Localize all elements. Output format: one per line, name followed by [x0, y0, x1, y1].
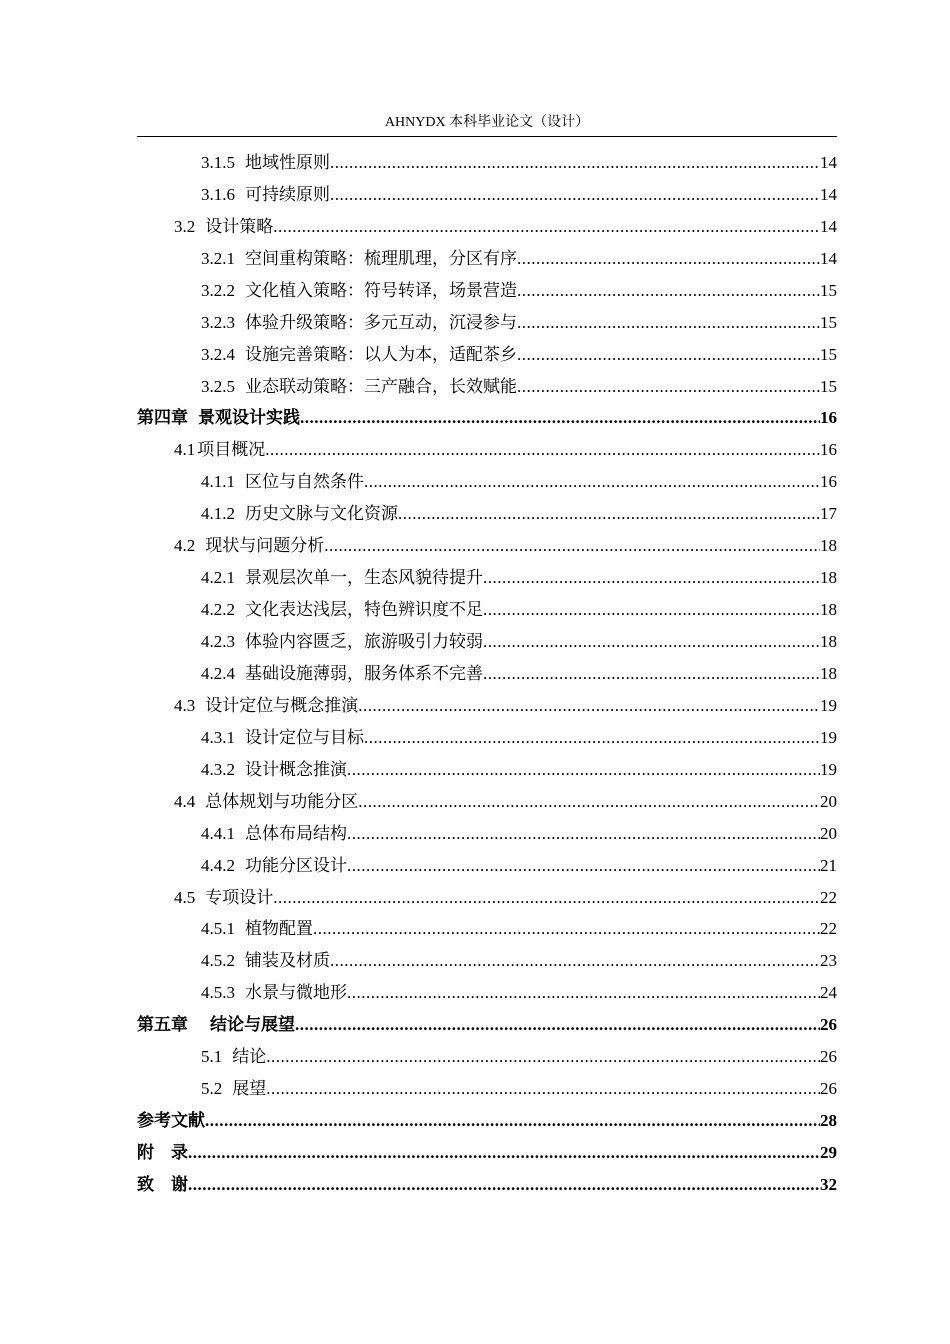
- dot-leader: [398, 503, 820, 525]
- dot-leader: [517, 312, 820, 334]
- toc-page-number: 19: [820, 759, 837, 779]
- toc-entry-number: 4.2.1: [201, 568, 235, 588]
- toc-page-number: 22: [820, 887, 837, 907]
- toc-entry[interactable]: [137, 845, 837, 877]
- toc-entry-label: 现状与问题分析: [205, 536, 325, 556]
- table-of-contents: [137, 142, 837, 1196]
- toc-entry-label: 总体规划与功能分区: [205, 791, 359, 811]
- toc-page-number: 15: [820, 280, 837, 300]
- toc-entry-label: 项目概况: [197, 440, 266, 460]
- dot-leader: [273, 216, 820, 238]
- dot-leader: [347, 823, 820, 845]
- toc-entry-title: [174, 535, 324, 557]
- toc-entry-number: 4.5.1: [201, 919, 235, 939]
- dot-leader: [358, 695, 820, 717]
- toc-entry-title: [201, 152, 330, 174]
- toc-page-number: 23: [820, 951, 837, 971]
- toc-page-number: 21: [820, 855, 837, 875]
- toc-entry-title: [201, 471, 364, 493]
- toc-page-number: 18: [820, 663, 837, 683]
- toc-entry[interactable]: [137, 1132, 837, 1164]
- toc-page-number: 17: [820, 504, 837, 524]
- dot-leader: [330, 950, 820, 972]
- toc-entry-number: 4.5.2: [201, 951, 235, 971]
- toc-entry[interactable]: [137, 302, 837, 334]
- toc-entry[interactable]: [137, 972, 837, 1004]
- toc-entry-number: 4.5.3: [201, 983, 235, 1003]
- toc-page-number: 18: [820, 568, 837, 588]
- toc-entry-number: 4.4: [174, 791, 196, 811]
- toc-page-number: 14: [820, 216, 837, 236]
- toc-page-number: 24: [820, 983, 837, 1003]
- toc-page-number: 18: [820, 600, 837, 620]
- toc-entry-label: 空间重构策略：梳理肌理，分区有序: [245, 248, 517, 268]
- toc-entry-label: 基础设施薄弱，服务体系不完善: [245, 663, 483, 683]
- toc-entry[interactable]: [137, 270, 837, 302]
- toc-entry[interactable]: [137, 781, 837, 813]
- toc-entry-number: 4.1: [174, 440, 196, 460]
- toc-entry-title: [174, 439, 265, 461]
- toc-entry-label: 总体布局结构: [245, 823, 347, 843]
- dot-leader: [205, 1110, 820, 1132]
- dot-leader: [300, 407, 820, 429]
- toc-page-number: 16: [820, 440, 837, 460]
- toc-page-number: 14: [820, 152, 837, 172]
- toc-entry-title: [201, 376, 517, 398]
- dot-leader: [364, 727, 820, 749]
- toc-entry[interactable]: [137, 142, 837, 174]
- toc-page-number: 18: [820, 632, 837, 651]
- toc-entry-label: 业态联动策略：三产融合，长效赋能: [245, 376, 517, 396]
- toc-entry-number: 4.3.1: [201, 727, 235, 747]
- dot-leader: [483, 663, 820, 685]
- toc-entry-label: 展望: [232, 1079, 267, 1099]
- toc-entry[interactable]: [137, 749, 837, 781]
- toc-entry-title: [201, 503, 398, 525]
- toc-page-number: 32: [820, 1174, 837, 1194]
- toc-entry-title: [174, 216, 273, 238]
- dot-leader: [517, 248, 820, 270]
- toc-entry[interactable]: [137, 813, 837, 845]
- dot-leader: [188, 1142, 820, 1164]
- toc-entry-label: 功能分区设计: [245, 855, 347, 875]
- toc-entry-label: 景观层次单一，生态风貌待提升: [245, 568, 483, 588]
- dot-leader: [330, 152, 820, 174]
- toc-entry-title: [137, 1110, 205, 1132]
- toc-entry-label: 专项设计: [205, 887, 274, 907]
- toc-entry-title: [201, 663, 483, 685]
- toc-entry-label: 植物配置: [245, 919, 313, 939]
- toc-entry-number: 4.2.3: [201, 632, 235, 651]
- toc-entry-title: [174, 695, 358, 717]
- toc-entry[interactable]: [137, 589, 837, 621]
- toc-page-number: 22: [820, 919, 837, 939]
- dot-leader: [295, 1014, 820, 1036]
- toc-entry-number: 3.2: [174, 216, 196, 236]
- toc-entry-number: 4.3: [174, 695, 196, 715]
- toc-entry-label: 设施完善策略：以人为本，适配茶乡: [245, 344, 517, 364]
- toc-entry-label: 设计策略: [205, 216, 274, 236]
- toc-entry[interactable]: [137, 174, 837, 206]
- toc-entry-number: 4.2.2: [201, 600, 235, 620]
- toc-entry-title: [137, 1142, 188, 1164]
- dot-leader: [266, 1046, 820, 1068]
- toc-entry[interactable]: [137, 557, 837, 589]
- toc-entry[interactable]: [137, 461, 837, 493]
- toc-entry-number: 3.2.1: [201, 248, 235, 268]
- toc-entry-title: [201, 184, 330, 206]
- toc-entry-number: 5.1: [201, 1047, 223, 1067]
- toc-entry-label: 附 录: [137, 1143, 188, 1162]
- toc-entry-number: 3.2.2: [201, 280, 235, 300]
- toc-entry-label: 历史文脉与文化资源: [245, 504, 398, 524]
- toc-entry-title: [201, 982, 347, 1004]
- toc-page-number: 16: [820, 408, 837, 428]
- toc-entry-title: [201, 759, 347, 781]
- toc-entry[interactable]: [137, 909, 837, 941]
- dot-leader: [273, 887, 820, 909]
- toc-page-number: 20: [820, 823, 837, 843]
- toc-entry[interactable]: [137, 525, 837, 557]
- toc-entry-label: 铺装及材质: [245, 951, 330, 971]
- toc-entry[interactable]: [137, 877, 837, 909]
- toc-entry-number: 4.3.2: [201, 759, 235, 779]
- toc-entry-label: 设计概念推演: [245, 759, 347, 779]
- toc-entry-title: [201, 280, 517, 302]
- toc-entry-title: [137, 1014, 295, 1036]
- toc-entry-label: 体验内容匮乏，旅游吸引力较弱: [245, 632, 483, 651]
- dot-leader: [324, 535, 820, 557]
- toc-entry-number: 4.4.1: [201, 823, 235, 843]
- toc-entry[interactable]: [137, 366, 837, 398]
- toc-page-number: 19: [820, 695, 837, 715]
- toc-entry[interactable]: [137, 493, 837, 525]
- toc-entry-title: [201, 248, 517, 270]
- dot-leader: [266, 1078, 820, 1100]
- toc-entry-title: [201, 344, 517, 366]
- toc-page-number: 26: [820, 1015, 837, 1035]
- toc-entry-title: [201, 567, 483, 589]
- toc-entry-title: [201, 855, 347, 877]
- toc-page-number: 14: [820, 248, 837, 268]
- toc-page-number: 16: [820, 472, 837, 492]
- toc-entry-label: 结论: [232, 1047, 267, 1067]
- toc-entry[interactable]: [137, 429, 837, 461]
- toc-entry[interactable]: [137, 717, 837, 749]
- dot-leader: [517, 344, 820, 366]
- toc-entry[interactable]: [137, 685, 837, 717]
- toc-entry[interactable]: [137, 1100, 837, 1132]
- toc-entry-number: 4.2.4: [201, 663, 235, 683]
- dot-leader: [483, 599, 820, 621]
- dot-leader: [188, 1174, 820, 1196]
- toc-entry-label: 致 谢: [137, 1174, 188, 1194]
- toc-page-number: 19: [820, 727, 837, 747]
- toc-entry[interactable]: [137, 653, 837, 685]
- toc-entry-number: 4.1.2: [201, 504, 235, 524]
- toc-page-number: 18: [820, 536, 837, 556]
- dot-leader: [517, 376, 820, 398]
- dot-leader: [265, 439, 820, 461]
- toc-page-number: 28: [820, 1111, 837, 1131]
- dot-leader: [364, 471, 820, 493]
- toc-entry[interactable]: [137, 940, 837, 972]
- toc-entry[interactable]: [137, 334, 837, 366]
- toc-entry[interactable]: [137, 398, 837, 430]
- toc-entry-label: 可持续原则: [245, 184, 330, 204]
- toc-entry-title: [174, 791, 358, 813]
- toc-entry-number: 3.1.6: [201, 184, 235, 204]
- toc-entry-number: 第四章: [137, 408, 188, 428]
- dot-leader: [483, 631, 820, 653]
- toc-entry-label: 参考文献: [137, 1111, 205, 1131]
- toc-entry[interactable]: [137, 206, 837, 238]
- toc-entry-title: [201, 950, 330, 972]
- toc-entry-title: [201, 312, 517, 334]
- toc-page-number: 26: [820, 1047, 837, 1067]
- toc-entry-number: 4.1.1: [201, 472, 235, 492]
- dot-leader: [347, 855, 820, 877]
- dot-leader: [313, 918, 820, 940]
- toc-entry-title: [201, 918, 313, 940]
- toc-entry-number: 3.1.5: [201, 152, 235, 172]
- toc-entry-label: 地域性原则: [245, 152, 330, 172]
- toc-entry-title: [137, 407, 300, 429]
- toc-entry-label: 设计定位与概念推演: [205, 695, 359, 715]
- toc-page-number: 29: [820, 1143, 837, 1162]
- toc-entry[interactable]: [137, 1164, 837, 1196]
- toc-page-number: 14: [820, 184, 837, 204]
- toc-entry-label: 设计定位与目标: [245, 727, 364, 747]
- dot-leader: [358, 791, 820, 813]
- toc-entry[interactable]: [137, 1068, 837, 1100]
- toc-page-number: 15: [820, 312, 837, 332]
- toc-entry-number: 5.2: [201, 1079, 223, 1099]
- toc-entry-title: [201, 631, 483, 653]
- dot-leader: [483, 567, 820, 589]
- toc-entry-label: 体验升级策略：多元互动，沉浸参与: [245, 312, 517, 332]
- dot-leader: [517, 280, 820, 302]
- dot-leader: [347, 759, 820, 781]
- toc-entry-label: 文化表达浅层，特色辨识度不足: [245, 600, 483, 620]
- toc-entry-number: 3.2.4: [201, 344, 235, 364]
- toc-entry-title: [201, 599, 483, 621]
- toc-entry-title: [201, 1078, 266, 1100]
- toc-entry-label: 文化植入策略：符号转译，场景营造: [245, 280, 517, 300]
- toc-entry-label: 水景与微地形: [245, 983, 347, 1003]
- toc-entry-title: [201, 1046, 266, 1068]
- toc-entry[interactable]: [137, 1036, 837, 1068]
- toc-page-number: 15: [820, 376, 837, 396]
- page-header: AHNYDX 本科毕业论文（设计）: [384, 115, 590, 130]
- dot-leader: [330, 184, 820, 206]
- toc-entry[interactable]: [137, 238, 837, 270]
- toc-entry-number: 4.4.2: [201, 855, 235, 875]
- toc-entry-label: 结论与展望: [210, 1015, 295, 1035]
- toc-entry-title: [174, 887, 273, 909]
- toc-entry-title: [201, 823, 347, 845]
- dot-leader: [347, 982, 820, 1004]
- toc-entry-number: 3.2.3: [201, 312, 235, 332]
- toc-entry-number: 3.2.5: [201, 376, 235, 396]
- toc-entry-label: 景观设计实践: [198, 408, 300, 428]
- toc-entry[interactable]: [137, 1004, 837, 1036]
- header-rule: [137, 136, 837, 137]
- toc-entry-title: [201, 727, 364, 749]
- toc-entry-title: [137, 1174, 188, 1196]
- toc-entry[interactable]: [137, 621, 837, 653]
- toc-entry-number: 4.2: [174, 536, 196, 556]
- toc-page-number: 26: [820, 1079, 837, 1099]
- toc-page-number: 20: [820, 791, 837, 811]
- toc-entry-label: 区位与自然条件: [245, 472, 364, 492]
- toc-entry-number: 4.5: [174, 887, 196, 907]
- toc-entry-number: 第五章: [137, 1015, 188, 1035]
- toc-page-number: 15: [820, 344, 837, 364]
